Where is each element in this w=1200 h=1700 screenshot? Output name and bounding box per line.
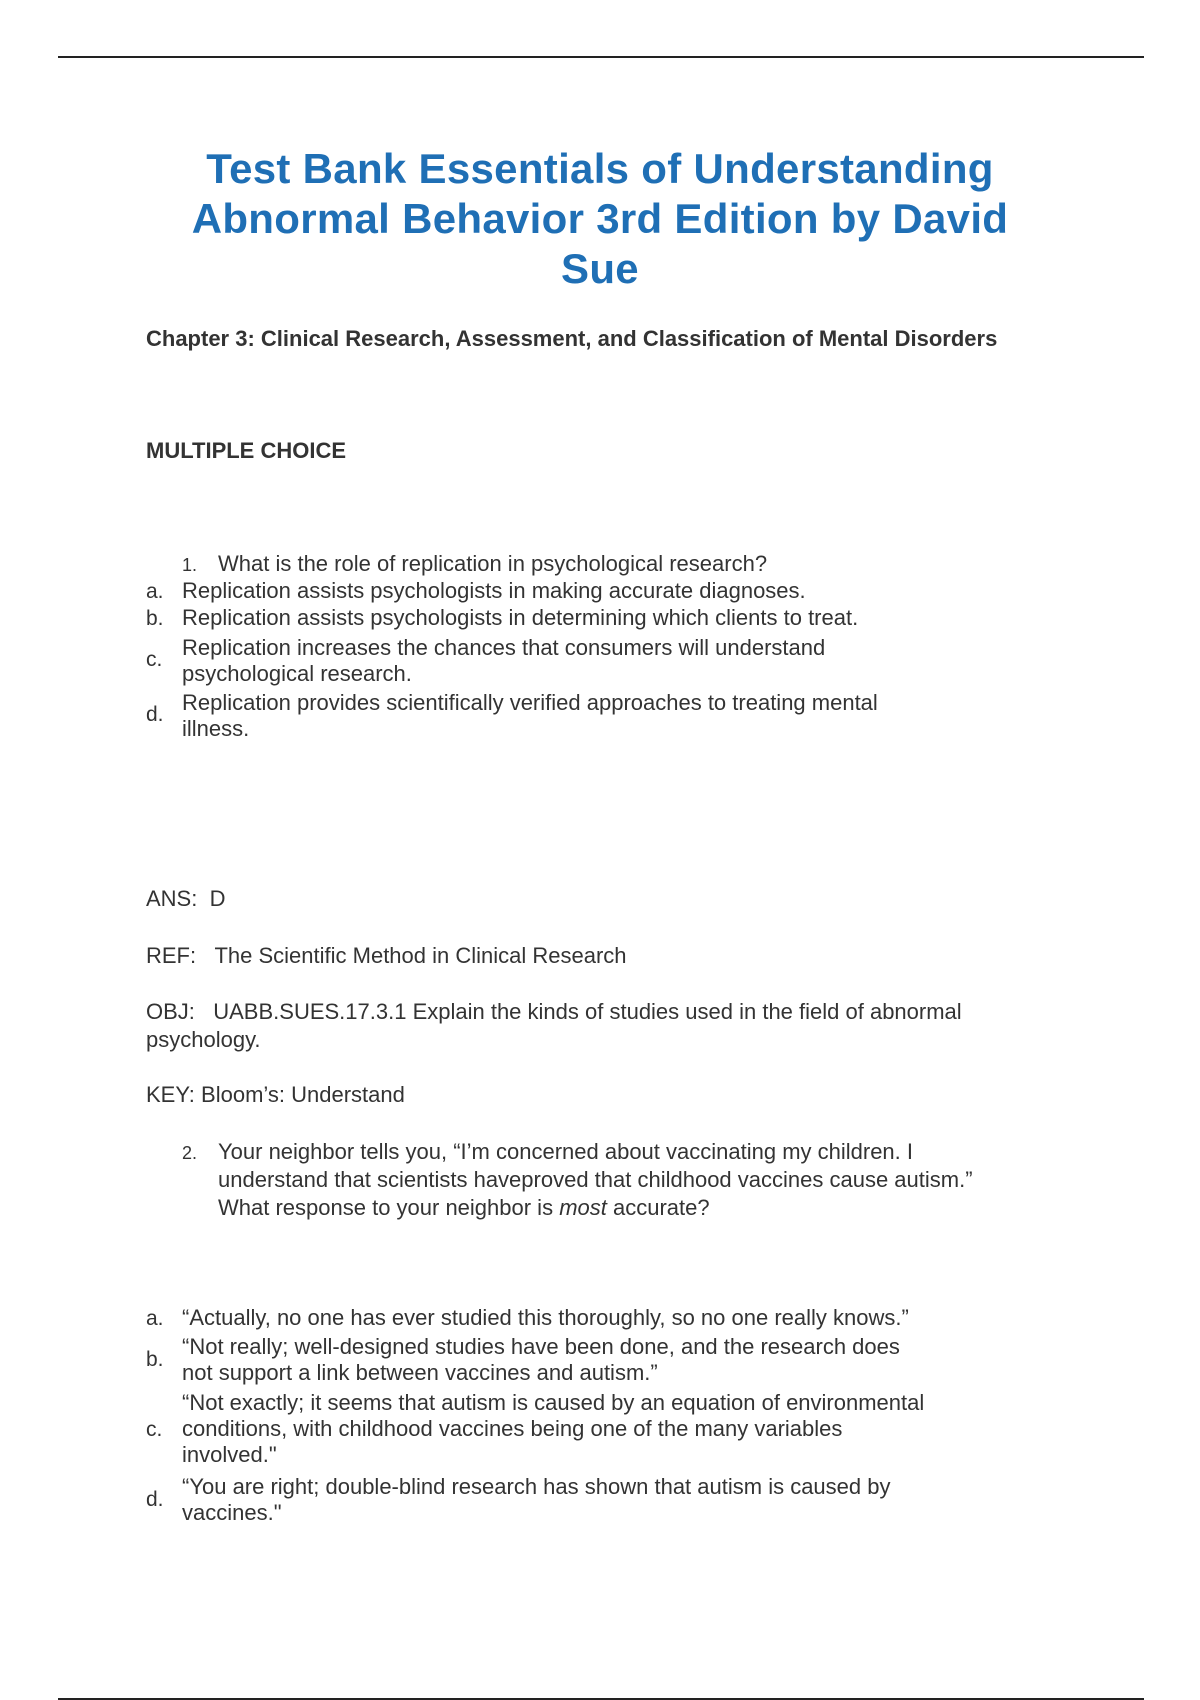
objective-value: UABB.SUES.17.3.1 Explain the kinds of studies used in the field of abnormal	[213, 999, 962, 1024]
objective-label: OBJ:	[146, 999, 195, 1024]
top-rule	[58, 56, 1144, 58]
reference-label: REF:	[146, 943, 197, 968]
section-heading: MULTIPLE CHOICE	[146, 438, 347, 463]
question-prompt	[218, 1138, 973, 1222]
option-line: not support a link between vaccines and autism.”	[182, 1360, 658, 1385]
prompt-text: What response to your neighbor is	[218, 1195, 560, 1220]
reference-line	[146, 942, 627, 970]
question-prompt: What is the role of replication in psychological research?	[218, 551, 768, 576]
prompt-text: accurate?	[606, 1195, 710, 1220]
answer-label: ANS:	[146, 886, 198, 911]
prompt-line	[218, 1194, 973, 1222]
option-d	[182, 690, 878, 742]
option-line: “Actually, no one has ever studied this thoroughly, so no one really knows.”	[182, 1305, 909, 1330]
question-number: 1.	[182, 555, 198, 575]
option-a	[182, 578, 806, 604]
option-letter: a.	[146, 1307, 164, 1330]
option-letter: b.	[146, 1348, 164, 1371]
option-letter: d.	[146, 1488, 164, 1511]
answer-value: D	[209, 886, 226, 911]
title-line: Sue	[561, 245, 639, 292]
option-letter: c.	[146, 648, 163, 671]
question-number: 2.	[182, 1143, 198, 1163]
option-line: conditions, with childhood vaccines being one of the many variables	[182, 1416, 843, 1441]
document-title	[130, 144, 1070, 294]
option-line: psychological research.	[182, 661, 412, 686]
option-line: involved."	[182, 1442, 277, 1467]
prompt-emphasis: most	[559, 1195, 607, 1220]
option-letter: c.	[146, 1418, 163, 1441]
option-b	[182, 605, 858, 631]
option-line: Replication provides scientifically verified approaches to treating mental	[182, 690, 878, 715]
prompt-line: Your neighbor tells you, “I’m concerned about vaccinating my children. I	[218, 1139, 914, 1164]
answer-line	[146, 885, 225, 913]
option-line: Replication assists psychologists in making accurate diagnoses.	[182, 578, 806, 603]
option-d	[182, 1474, 890, 1526]
title-line: Abnormal Behavior 3rd Edition by David	[191, 195, 1009, 242]
option-line: Replication increases the chances that consumers will understand	[182, 635, 826, 660]
option-line: Replication assists psychologists in determining which clients to treat.	[182, 605, 859, 630]
option-a	[182, 1305, 909, 1331]
objective-line	[146, 998, 962, 1054]
key-line: KEY: Bloom’s: Understand	[146, 1082, 405, 1107]
option-c	[182, 1390, 924, 1468]
option-letter: b.	[146, 607, 164, 630]
option-b	[182, 1334, 900, 1386]
option-line: illness.	[182, 716, 250, 741]
option-line: “You are right; double-blind research has shown that autism is caused by	[182, 1474, 891, 1499]
chapter-heading: Chapter 3: Clinical Research, Assessment, and Classification of Mental Disorders	[146, 326, 998, 351]
option-line: “Not really; well-designed studies have been done, and the research does	[182, 1334, 900, 1359]
option-line: “Not exactly; it seems that autism is caused by an equation of environmental	[182, 1390, 925, 1415]
title-line: Test Bank Essentials of Understanding	[206, 145, 994, 192]
option-c	[182, 635, 825, 687]
option-letter: d.	[146, 703, 164, 726]
objective-continuation: psychology.	[146, 1027, 261, 1052]
option-line: vaccines."	[182, 1500, 282, 1525]
prompt-line: understand that scientists haveproved that childhood vaccines cause autism.”	[218, 1167, 973, 1192]
reference-value: The Scientific Method in Clinical Research	[214, 943, 627, 968]
option-letter: a.	[146, 580, 164, 603]
